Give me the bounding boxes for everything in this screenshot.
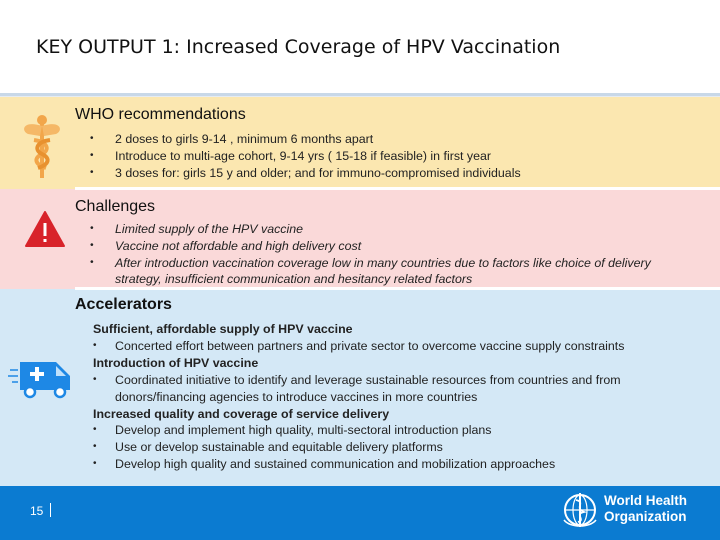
page-number-divider (50, 503, 51, 517)
who-recommendations-list (90, 131, 521, 181)
accelerator-group-title: Sufficient, affordable supply of HPV vaccine (93, 322, 353, 336)
page-number: 15 (30, 504, 44, 518)
list-item: • Use or develop sustainable and equitable delivery platforms (93, 439, 703, 456)
challenges-list (90, 221, 690, 288)
list-item: • Concerted effort between partners and private sector to overcome vaccine supply constraints (93, 338, 703, 355)
ambulance-icon (8, 356, 74, 400)
list-item: • Limited supply of the HPV vaccine (90, 221, 690, 238)
list-item: • Vaccine not affordable and high delivery cost (90, 238, 690, 255)
who-emblem-icon (560, 490, 600, 530)
who-organization-name (604, 493, 687, 525)
accelerator-group-list (93, 422, 703, 473)
list-item: • Develop high quality and sustained communication and mobilization approaches (93, 456, 703, 473)
accelerator-group-title: Introduction of HPV vaccine (93, 355, 259, 370)
page-title: KEY OUTPUT 1: Increased Coverage of HPV Vaccination (36, 36, 561, 58)
band-divider (75, 287, 720, 290)
accelerator-group-list (93, 372, 703, 406)
list-item: • 3 doses for: girls 15 y and older; and for immuno-compromised individuals (90, 165, 521, 182)
list-item: • 2 doses to girls 9-14 , minimum 6 months apart (90, 131, 521, 148)
accelerators-heading: Accelerators (75, 296, 172, 313)
list-item: • Develop and implement high quality, multi-sectoral introduction plans (93, 422, 703, 439)
band-divider (75, 187, 720, 190)
list-item: • After introduction vaccination coverage low in many countries due to factors like choice of delivery strategy, insufficient communication and hesitancy related factors (90, 255, 690, 289)
org-name-line: World Health (604, 493, 688, 508)
list-item: • Coordinated initiative to identify and leverage sustainable resources from countries and from donors/financing agencies to introduce vaccines in more countries (93, 372, 703, 406)
warning-icon (24, 210, 66, 248)
challenges-heading: Challenges (75, 198, 156, 215)
accelerator-group-title: Increased quality and coverage of service delivery (93, 406, 390, 421)
caduceus-icon (18, 112, 66, 180)
list-item: • Introduce to multi-age cohort, 9-14 yrs ( 15-18 if feasible) in first year (90, 148, 521, 165)
who-recommendations-heading: WHO recommendations (75, 106, 246, 123)
accelerators-body (93, 321, 703, 473)
accelerator-group-list (93, 338, 703, 355)
org-name-line: Organization (604, 509, 687, 524)
